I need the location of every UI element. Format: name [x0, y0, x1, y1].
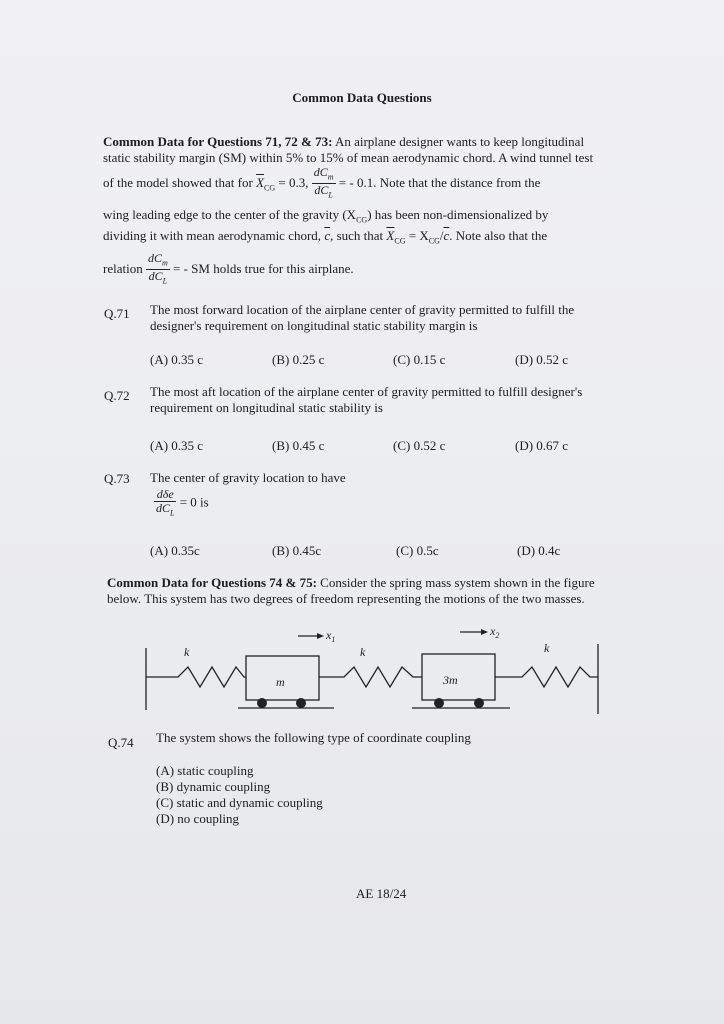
cd1-line4: wing leading edge to the center of the gravity $(X_{CG})$ has been non-dimensionalized by [103, 207, 549, 225]
q71-option-d: (D) 0.52 c [515, 352, 569, 367]
cd1-line1: Common Data for Questions 71, 72 & 73: An airplane designer wants to keep longitudinal [103, 134, 585, 149]
cd1-heading: Common Data for Questions 71, 72 & 73: [103, 134, 333, 149]
common-data-74-75: Common Data for Questions 74 & 75: Consider the spring mass system shown in the figure below. This system has two degrees of freedom representing the motions of the two masses. [107, 575, 595, 606]
page-number: AE 18/24 [356, 886, 407, 901]
cd2-heading: Common Data for Questions 74 & 75: [107, 575, 317, 590]
q71-number: Q.71 [104, 306, 130, 321]
spring-2 [319, 667, 422, 687]
m1-label: m [276, 675, 285, 689]
q72-option-b: (B) 0.45 c [272, 438, 325, 453]
k2-label: k [360, 645, 366, 659]
q72-option-a: (A) 0.35 c [150, 438, 204, 453]
q73-option-c: (C) 0.5c [396, 543, 439, 558]
de-dcl-fraction: $\frac{\text{dδe}}{dC_L}$ [156, 487, 175, 518]
wheel [296, 698, 306, 708]
q74-text: The system shows the following type of coordinate coupling [156, 730, 471, 745]
q74-option-c: (C) static and dynamic coupling [156, 795, 323, 810]
cd1-line5: dividing it with mean aerodynamic chord, $\overline{c}$, such that $\overline{X}_{CG} = X_{CG}/\overline{c}$. Note also that the [103, 228, 548, 246]
q74-option-d: (D) no coupling [156, 811, 240, 826]
common-data-71-73 [103, 134, 623, 166]
q71-text: The most forward location of the airplane center of gravity permitted to fulfill the designer's requirement on longitudinal static stability margin is [150, 302, 575, 333]
q72-number: Q.72 [104, 388, 130, 403]
cd1-line6: relation $\frac{dC_m}{dC_L}$ = - SM holds true for this airplane. [103, 251, 354, 286]
k3-label: k [544, 641, 550, 655]
cd1-line3: of the model showed that for $\overline{X}_{CG} = 0.3$, $\frac{dC_m}{dC_L}$ = - 0.1. Note that the distance from the [103, 165, 541, 200]
q71-option-b: (B) 0.25 c [272, 352, 325, 367]
dcm-dcl-fraction-2: $\frac{dC_m}{dC_L}$ [147, 251, 168, 286]
x1-label: $x_1$ [326, 628, 336, 644]
q71-option-a: (A) 0.35 c [150, 352, 204, 367]
q73-equation: $\frac{\text{dδe}}{dC_L}$ = 0 is [156, 487, 209, 518]
dcm-dcl-fraction: $\frac{dC_m}{dC_L}$ [313, 165, 334, 200]
q73-number: Q.73 [104, 471, 130, 486]
spring-1 [146, 667, 246, 687]
q74-number: Q.74 [108, 735, 134, 750]
q73-option-d: (D) 0.4c [517, 543, 561, 558]
q72-text: The most aft location of the airplane center of gravity permitted to fulfill designer's requirement on longitudinal static stability is [150, 384, 583, 415]
q74-option-a: (A) static coupling [156, 763, 254, 778]
wheel [434, 698, 444, 708]
mass-3m-box [422, 654, 495, 700]
q73-text: The center of gravity location to have [150, 470, 346, 485]
q73-option-b: (B) 0.45c [272, 543, 322, 558]
q74-option-b: (B) dynamic coupling [156, 779, 271, 794]
q71-option-c: (C) 0.15 c [393, 352, 446, 367]
m2-label: 3m [443, 673, 458, 687]
wheel [474, 698, 484, 708]
x2-label: $x_2$ [490, 624, 500, 640]
q72-option-d: (D) 0.67 c [515, 438, 569, 453]
spring-mass-figure [138, 622, 608, 722]
spring-3 [495, 667, 598, 687]
q72-option-c: (C) 0.52 c [393, 438, 446, 453]
cd1-line2: static stability margin (SM) within 5% to 15% of mean aerodynamic chord. A wind tunnel test [103, 150, 594, 165]
k1-label: k [184, 645, 190, 659]
wheel [257, 698, 267, 708]
page-title: Common Data Questions [292, 90, 432, 105]
q73-option-a: (A) 0.35c [150, 543, 200, 558]
q74-options [156, 763, 323, 827]
